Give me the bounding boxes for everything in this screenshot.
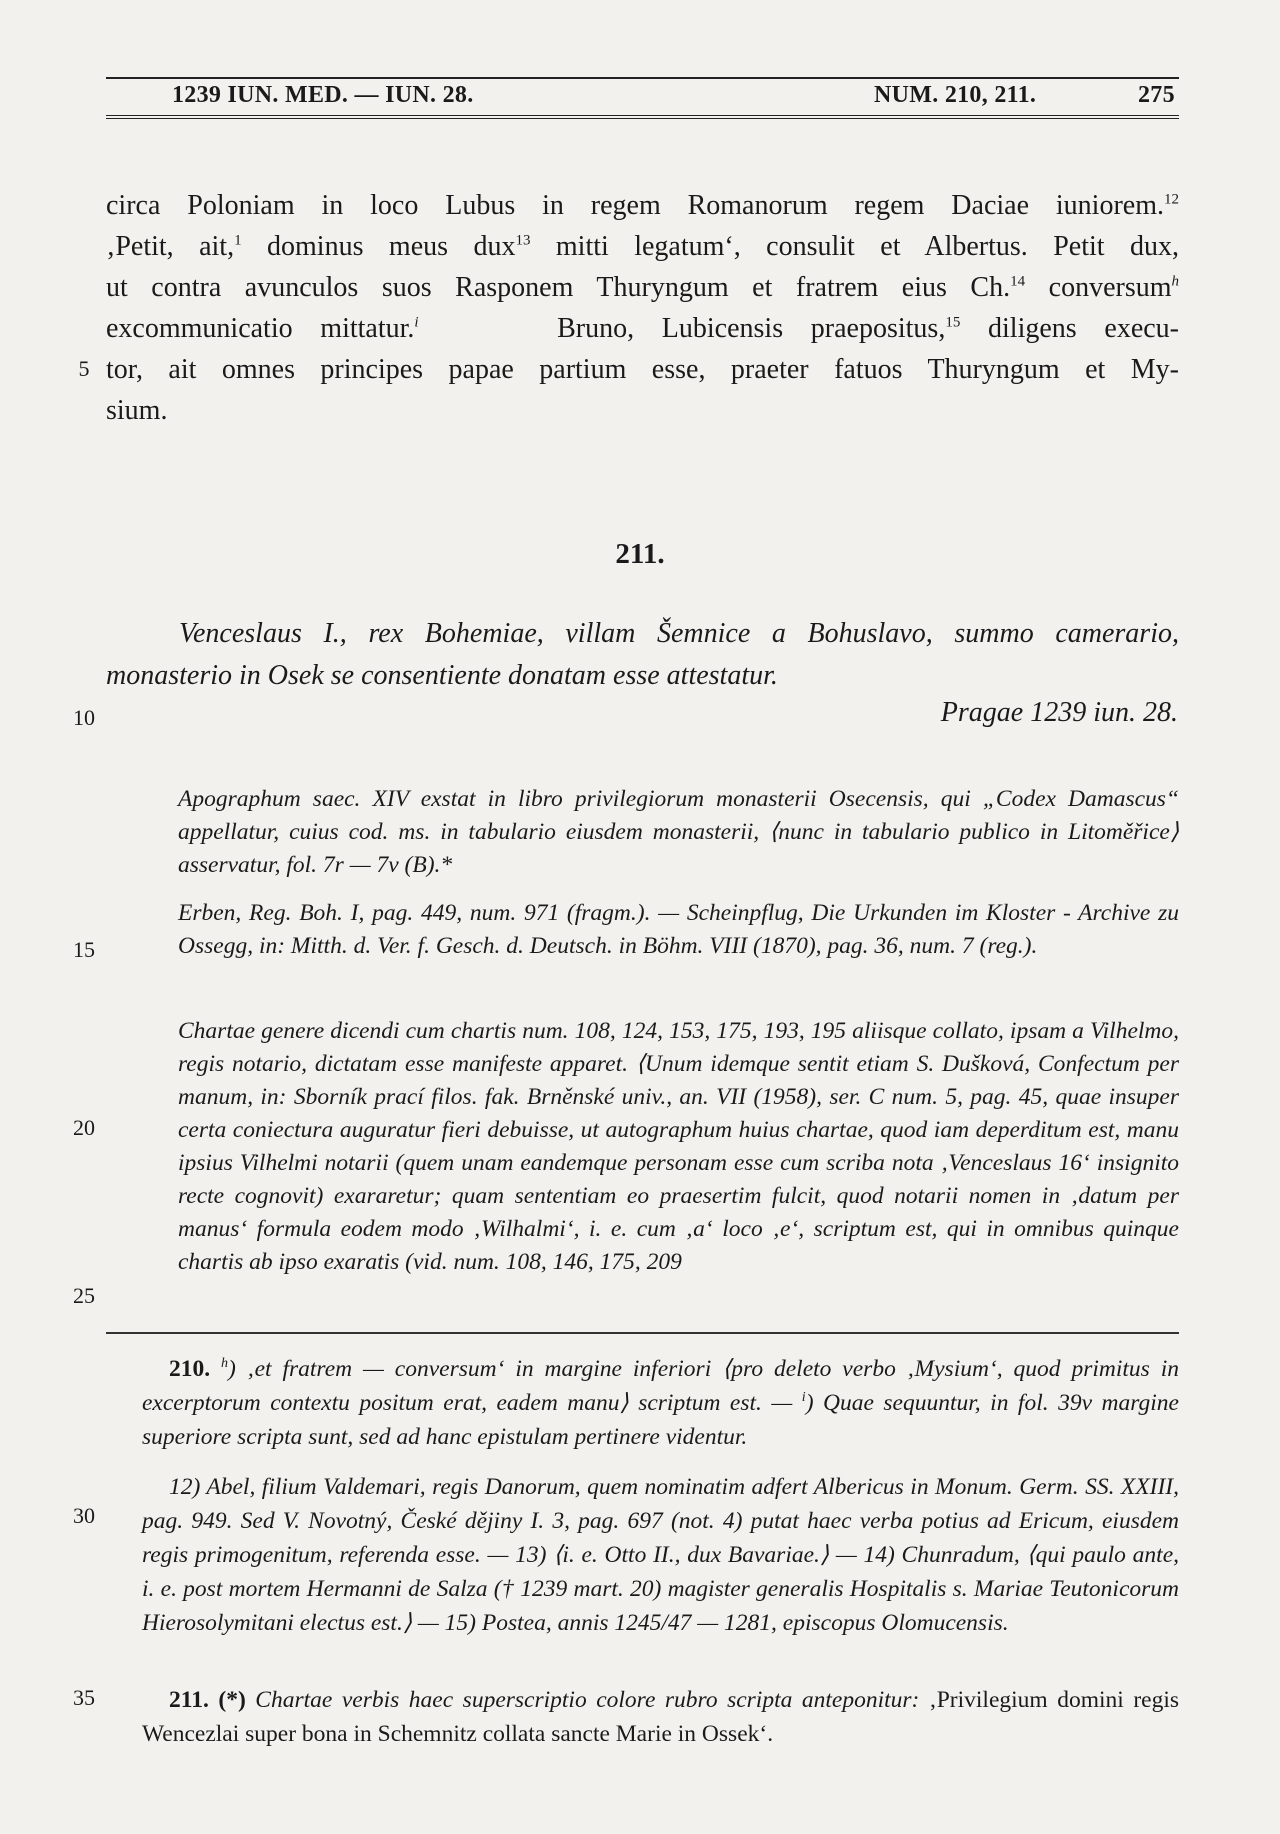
header-rule-bottom [106,115,1179,119]
apparatus-commentary: Chartae genere dicendi cum chartis num. 108, 124, 153, 175, 193, 195 aliisque collato, ipsam a Vilhelmo, regis notario, dictatam esse manifeste apparet. ⟨Unum idemque sentit etiam S. Dušková, Confectum per manum, in: Sborník prací filos. fak. Brněnské univ., an. VII (1958), ser. C num. 5, pag. 45, quae insuper certa coniectura auguratur fieri debuisse, ut autographum huius chartae, quod iam deperditum est, manu ipsius Vilhelmi notarii (quem unam eandemque personam esse cum scriba nota ‚Venceslaus 16‘ insignito recte cognovit) exararetur; quam sententiam eo praesertim fulcit, quod notarii nomen in ‚datum per manus‘ formula eodem modo ‚Wilhalmi‘, i. e. cum ‚a‘ loco ‚e‘, scriptum est, qui in omnibus quinque chartis ab ipso exaratis (vid. num. 108, 146, 175, 209 [178,1018,1179,1275]
footnote-ref: 15 [945,314,961,331]
footnote-ref: i [414,314,419,331]
apparatus-editions: Erben, Reg. Boh. I, pag. 449, num. 971 (fragm.). — Scheinpflug, Die Urkunden im Kloster - Archive zu Ossegg, in: Mitth. d. Ver. f. Gesch. d. Deutsch. in Böhm. VIII (1870), pag. 36, num. 7 (reg.). [178,900,1179,959]
line-number-15: 15 [73,937,95,962]
line-number-35: 35 [73,1685,95,1710]
footnote-ref: 13 [515,232,531,249]
footnote-separator [106,1332,1179,1334]
page-number: 275 [1138,82,1175,108]
footnote-label: 211. [169,1687,209,1713]
header-document-numbers: NUM. 210, 211. [874,82,1037,108]
line-number-10: 10 [73,705,95,730]
text-line: tor, ait omnes principes papae partium esse, praeter fatuos Thuryngum et My- [106,354,1179,385]
header-rule-top [106,77,1179,79]
footnote-210: 210. $^h$) ‚et fratrem — conversum‘ in margine inferiori ⟨pro deleto verbo ‚Mysium‘, quod primitus in excerptorum contextu positum erat, eadem manu⟩ scriptum est. — $^i$) Quae sequuntur, in fol. 39v margine superiore scripta sunt, sed ad hanc epistulam pertinere videntur. [142,1356,1180,1450]
text-line: ‚Petit, ait,$^1$ dominus meus dux$^{13}$ mitti legatum‘, consulit et Albertus. Petit dux, [106,231,1179,262]
footnote-ref: 14 [1010,273,1026,290]
footnote-label: 210. [169,1356,211,1382]
place-date-211: Pragae 1239 iun. 28. [940,697,1178,728]
text-line: excommunicatio mittatur.$^i$ Bruno, Lubicensis praepositus,$^{15}$ diligens execu- [106,313,1179,344]
regest-211: Venceslaus I., rex Bohemiae, villam Šemnice a Bohuslavo, summo camerario, monasterio in Osek se consentiente donatam esse attestatur. [106,618,1179,691]
line-number-25: 25 [73,1283,95,1308]
footnote-ref: 1 [234,232,242,249]
footnote-ref: h [1171,273,1180,290]
footnote-211: 211. (*) Chartae verbis haec superscriptio colore rubro scripta anteponitur: ‚Privilegium domini regis Wencezlai super bona in Schemnitz collata sancte Marie in Ossek‘. [142,1687,1180,1747]
header-date-range: 1239 IUN. MED. — IUN. 28. [172,82,474,108]
text-line: circa Poloniam in loco Lubus in regem Romanorum regem Daciae iuniorem.$^{12}$ [106,190,1179,221]
footnotes-12-15: 12) Abel, filium Valdemari, regis Danorum, quem nominatim adfert Albericus in Monum. Germ. SS. XXIII, pag. 949. Sed V. Novotný, České dějiny I. 3, pag. 697 (not. 4) putat haec verba potius ad Ericum, eiusdem regis primogenitum, referenda esse. — 13) ⟨i. e. Otto II., dux Bavariae.⟩ — 14) Chunradum, ⟨qui paulo ante, i. e. post mortem Hermanni de Salza († 1239 mart. 20) magister generalis Hospitalis s. Mariae Teutonicorum Hierosolymitani electus est.⟩ — 15) Postea, annis 1245/47 — 1281, episcopus Olomucensis. [142,1474,1179,1636]
line-number-20: 20 [73,1115,95,1140]
footnote-ref: 12 [1164,191,1179,208]
text-line: sium. [106,395,168,426]
document-210-text [106,185,1179,431]
line-number-5: 5 [78,356,90,381]
document-number-211: 211. [615,538,665,570]
text-line: ut contra avunculos suos Rasponem Thuryngum et fratrem eius Ch.$^{14}$ conversum$^h$ [106,272,1180,303]
line-number-30: 30 [73,1503,95,1528]
apparatus-manuscript: Apographum saec. XIV exstat in libro privilegiorum monasterii Osecensis, qui „Codex Damascus“ appellatur, cuius cod. ms. in tabulario eiusdem monasterii, ⟨nunc in tabulario publico in Litoměřice⟩ asservatur, fol. 7r — 7v (B).* [178,786,1179,878]
